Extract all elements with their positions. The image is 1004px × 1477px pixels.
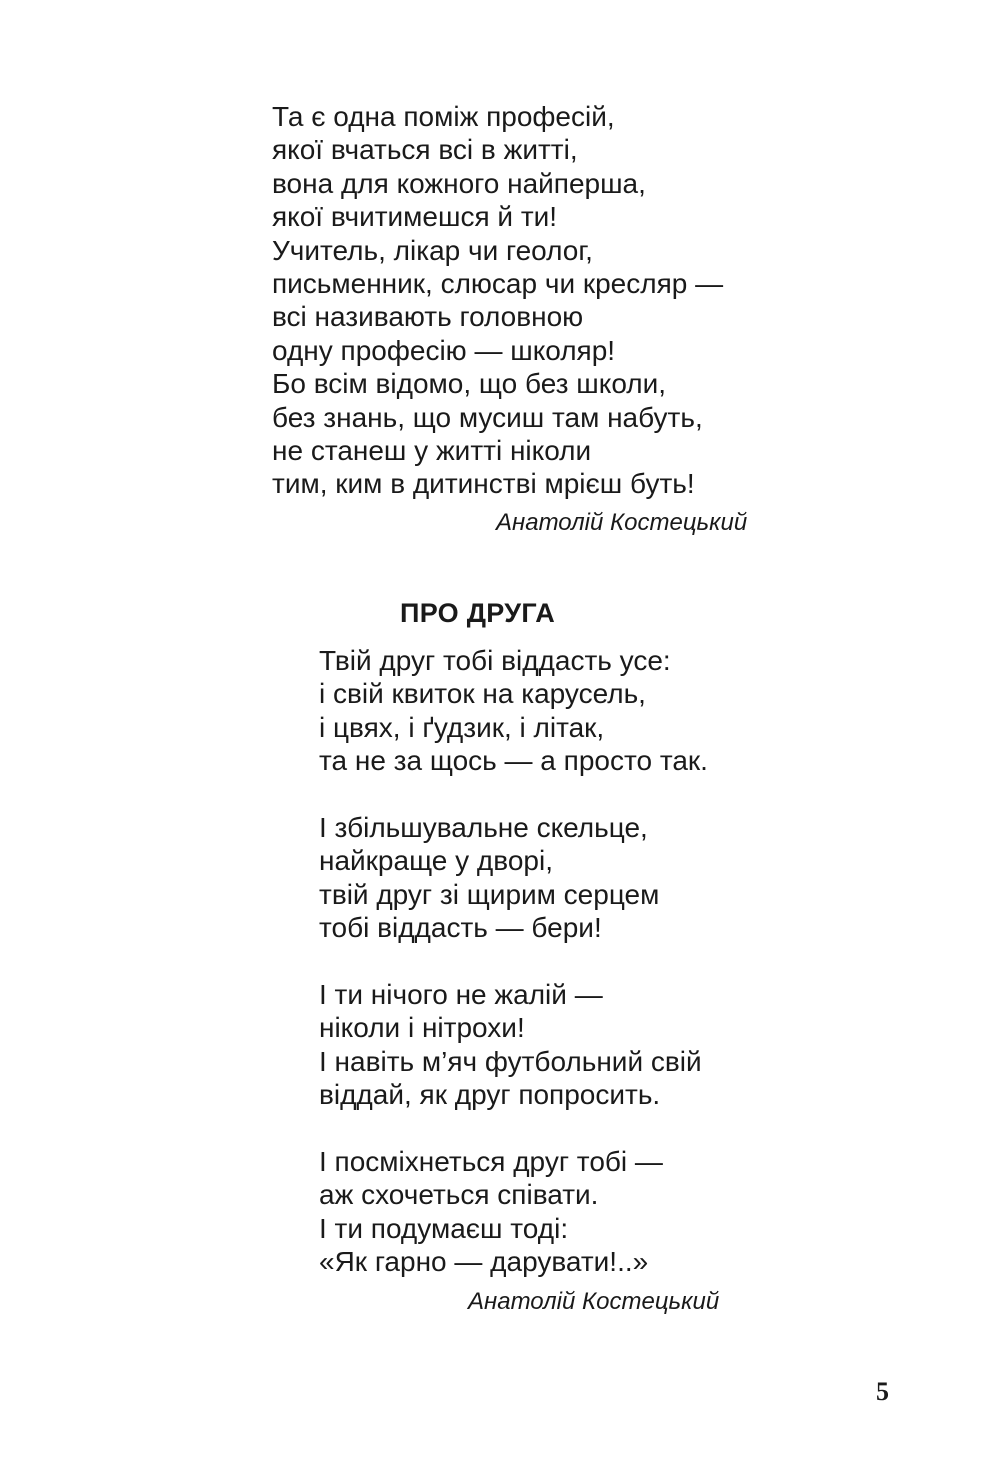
poem-line: без знань, що мусиш там набуть, (272, 401, 703, 433)
poem-line: твій друг зі щирим серцем (319, 878, 660, 910)
stanza (319, 644, 799, 778)
poem-line: Бо всім відомо, що без школи, (272, 368, 667, 400)
poem-line: і свій квиток на карусель, (319, 678, 646, 710)
poem-line: якої вчаться всі в житті, (272, 134, 578, 166)
poem-line: тим, ким в дитинстві мрієш буть! (272, 468, 695, 500)
poem-line: тобі віддасть — бери! (319, 912, 602, 944)
poem-two (319, 644, 799, 1279)
poem-line: одну професію — школяр! (272, 334, 616, 366)
poem-line: найкраще у дворі, (319, 845, 553, 877)
poem-line: не станеш у житті ніколи (272, 435, 592, 467)
poem-line: віддай, як друг попросить. (319, 1079, 661, 1111)
poem-line: І ти нічого не жалій — (319, 979, 603, 1011)
poem-line: і цвях, і ґудзик, і літак, (319, 711, 605, 743)
page-number: 5 (876, 1377, 889, 1406)
poem-line: І ти подумаєш тоді: (319, 1212, 569, 1244)
poem-two-title: ПРО ДРУГА (400, 598, 556, 628)
poem-line: вона для кожного найперша, (272, 167, 646, 199)
poem-line: та не за щось — а просто так. (319, 745, 708, 777)
poem-line: всі називають головною (272, 301, 584, 333)
poem-line: «Як гарно — дарувати!..» (319, 1246, 649, 1278)
poem-line: Твій друг тобі віддасть усе: (319, 645, 671, 676)
poem-one (272, 100, 792, 501)
poem-line: ніколи і нітрохи! (319, 1012, 525, 1044)
poem-two-author: Анатолій Костецький (468, 1288, 720, 1315)
poem-one-author: Анатолій Костецький (496, 509, 748, 536)
poem-line: письменник, слюсар чи кресляр — (272, 268, 724, 300)
poem-line: аж схочеться співати. (319, 1179, 599, 1211)
poem-line: І збільшувальне скельце, (319, 812, 648, 844)
poem-line: І навіть м’яч футбольний свій (319, 1045, 702, 1077)
poem-line: Учитель, лікар чи геолог, (272, 234, 593, 266)
poem-line: якої вчитимешся й ти! (272, 201, 558, 233)
stanza (319, 811, 799, 945)
stanza (319, 1145, 799, 1279)
poem-line: Та є одна поміж професій, (272, 101, 615, 132)
poem-line: І посміхнеться друг тобі — (319, 1146, 663, 1178)
stanza (319, 978, 799, 1112)
